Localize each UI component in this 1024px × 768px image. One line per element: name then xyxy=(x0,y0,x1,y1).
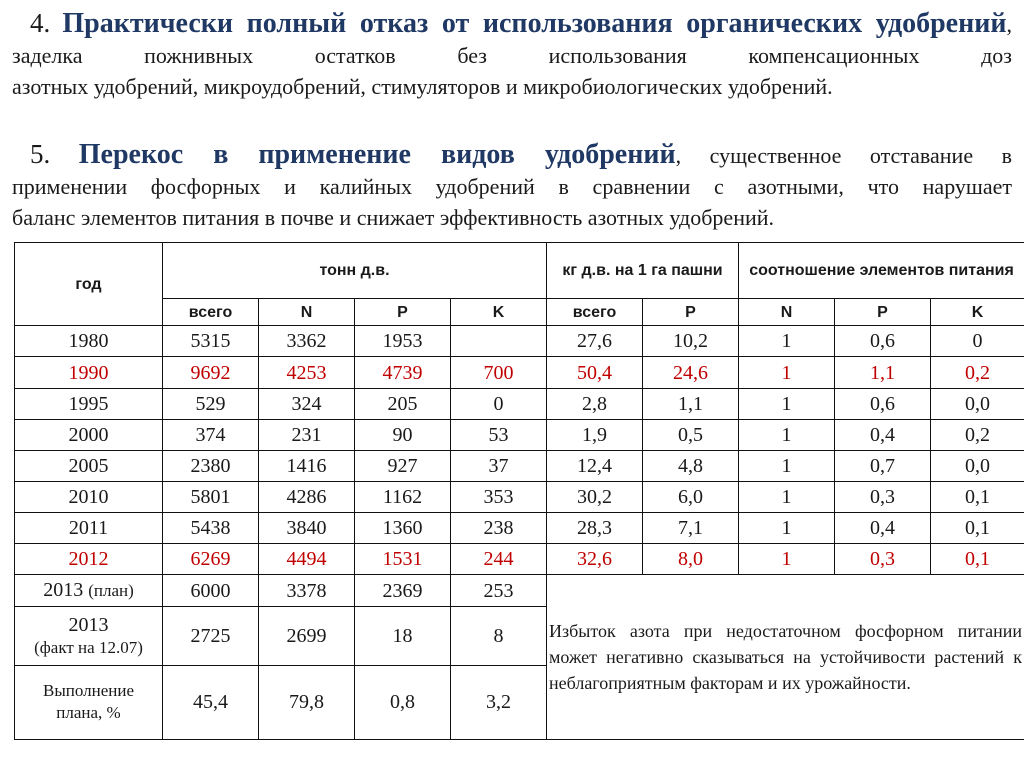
cell-tonnes-total: 5315 xyxy=(163,326,259,357)
row-year: 2000 xyxy=(15,419,163,450)
subheader-tonnes-total: всего xyxy=(163,299,259,326)
point-5-number: 5. xyxy=(30,139,51,169)
header-kg-per-ha: кг д.в. на 1 га пашни xyxy=(547,243,739,299)
cell-tonnes-p: 90 xyxy=(355,419,451,450)
table-row xyxy=(15,388,1024,419)
plan-cell: 3378 xyxy=(259,575,355,607)
point-5-line-2: применении фосфорных и калийных удобрений в сравнении с азотными, что нарушает xyxy=(12,174,1012,199)
point-4 xyxy=(12,8,1012,102)
fact-row-year-value: 2013 xyxy=(68,613,109,636)
subheader-ratio-n: N xyxy=(739,299,835,326)
cell-tonnes-k: 353 xyxy=(451,481,547,512)
cell-tonnes-k: 700 xyxy=(451,357,547,388)
cell-tonnes-p: 1531 xyxy=(355,544,451,575)
point-4-number: 4. xyxy=(30,8,51,38)
subheader-kg-p: P xyxy=(643,299,739,326)
cell-tonnes-n: 3362 xyxy=(259,326,355,357)
point-4-line-1 xyxy=(12,8,1012,71)
cell-tonnes-n: 324 xyxy=(259,388,355,419)
exec-row-label-1: Выполнение xyxy=(42,681,134,701)
cell-ratio-k: 0,0 xyxy=(931,450,1024,481)
cell-tonnes-k: 238 xyxy=(451,513,547,544)
row-year: 1980 xyxy=(15,326,163,357)
cell-kg-p: 4,8 xyxy=(643,450,739,481)
cell-ratio-n: 1 xyxy=(739,419,835,450)
fact-cell: 2699 xyxy=(259,607,355,665)
table-row xyxy=(15,326,1024,357)
cell-ratio-n: 1 xyxy=(739,357,835,388)
cell-tonnes-n: 4494 xyxy=(259,544,355,575)
point-5-lead: Перекос в применение видов удобрений xyxy=(78,139,676,170)
cell-ratio-p: 0,7 xyxy=(835,450,931,481)
table-body xyxy=(15,326,1024,575)
cell-tonnes-total: 6269 xyxy=(163,544,259,575)
cell-ratio-k: 0,2 xyxy=(931,419,1024,450)
cell-tonnes-n: 3840 xyxy=(259,513,355,544)
cell-kg-p: 0,5 xyxy=(643,419,739,450)
fact-row-year xyxy=(15,607,163,665)
point-5-line-1 xyxy=(12,139,1012,171)
cell-tonnes-k xyxy=(451,326,547,357)
cell-ratio-k: 0,0 xyxy=(931,388,1024,419)
cell-tonnes-k: 53 xyxy=(451,419,547,450)
cell-kg-p: 24,6 xyxy=(643,357,739,388)
cell-tonnes-n: 231 xyxy=(259,419,355,450)
subheader-ratio-k: K xyxy=(931,299,1024,326)
table-row xyxy=(15,513,1024,544)
fact-row-year-note: (факт на 12.07) xyxy=(34,637,143,657)
cell-ratio-p: 0,3 xyxy=(835,544,931,575)
cell-ratio-n: 1 xyxy=(739,326,835,357)
exec-cell: 79,8 xyxy=(259,665,355,739)
cell-ratio-n: 1 xyxy=(739,513,835,544)
cell-kg-total: 30,2 xyxy=(547,481,643,512)
table-row xyxy=(15,450,1024,481)
cell-kg-total: 28,3 xyxy=(547,513,643,544)
plan-row-year-value: 2013 xyxy=(43,579,84,602)
cell-tonnes-total: 5438 xyxy=(163,513,259,544)
point-5 xyxy=(12,139,1012,233)
subheader-tonnes-k: K xyxy=(451,299,547,326)
point-5-text-1: , существенное отставание в xyxy=(675,143,1012,168)
header-ratio: соотношение элементов питания xyxy=(739,243,1024,299)
cell-kg-total: 27,6 xyxy=(547,326,643,357)
cell-ratio-p: 0,3 xyxy=(835,481,931,512)
row-year: 1990 xyxy=(15,357,163,388)
cell-tonnes-total: 529 xyxy=(163,388,259,419)
cell-ratio-p: 0,4 xyxy=(835,419,931,450)
fact-cell: 8 xyxy=(451,607,547,665)
table-row xyxy=(15,544,1024,575)
header-tonnes: тонн д.в. xyxy=(163,243,547,299)
cell-kg-total: 32,6 xyxy=(547,544,643,575)
cell-tonnes-n: 4286 xyxy=(259,481,355,512)
exec-cell: 45,4 xyxy=(163,665,259,739)
cell-kg-p: 7,1 xyxy=(643,513,739,544)
cell-ratio-p: 0,6 xyxy=(835,388,931,419)
row-year: 2012 xyxy=(15,544,163,575)
cell-ratio-k: 0,1 xyxy=(931,544,1024,575)
header-year: год xyxy=(15,243,163,326)
cell-kg-total: 1,9 xyxy=(547,419,643,450)
cell-tonnes-p: 1360 xyxy=(355,513,451,544)
cell-tonnes-p: 1953 xyxy=(355,326,451,357)
point-4-lead: Практически полный отказ от использования органических удобрений xyxy=(62,8,1007,39)
cell-ratio-n: 1 xyxy=(739,388,835,419)
cell-ratio-n: 1 xyxy=(739,450,835,481)
cell-ratio-k: 0 xyxy=(931,326,1024,357)
exec-row-label xyxy=(15,665,163,739)
cell-ratio-n: 1 xyxy=(739,544,835,575)
cell-kg-p: 10,2 xyxy=(643,326,739,357)
exec-cell: 3,2 xyxy=(451,665,547,739)
cell-tonnes-p: 4739 xyxy=(355,357,451,388)
cell-tonnes-p: 927 xyxy=(355,450,451,481)
cell-tonnes-p: 1162 xyxy=(355,481,451,512)
cell-kg-p: 8,0 xyxy=(643,544,739,575)
cell-tonnes-total: 5801 xyxy=(163,481,259,512)
subheader-kg-total: всего xyxy=(547,299,643,326)
cell-tonnes-total: 9692 xyxy=(163,357,259,388)
point-4-text-1: , заделка пожнивных остатков без использования компенсационных доз xyxy=(12,12,1013,68)
row-year: 1995 xyxy=(15,388,163,419)
row-year: 2005 xyxy=(15,450,163,481)
exec-row-label-2: плана, % xyxy=(56,703,121,723)
cell-ratio-k: 0,1 xyxy=(931,481,1024,512)
subheader-tonnes-p: P xyxy=(355,299,451,326)
cell-tonnes-p: 205 xyxy=(355,388,451,419)
plan-cell: 2369 xyxy=(355,575,451,607)
cell-ratio-k: 0,2 xyxy=(931,357,1024,388)
cell-kg-total: 50,4 xyxy=(547,357,643,388)
plan-cell: 6000 xyxy=(163,575,259,607)
cell-tonnes-k: 37 xyxy=(451,450,547,481)
cell-tonnes-n: 1416 xyxy=(259,450,355,481)
plan-cell: 253 xyxy=(451,575,547,607)
cell-kg-p: 1,1 xyxy=(643,388,739,419)
cell-ratio-p: 0,4 xyxy=(835,513,931,544)
fact-cell: 2725 xyxy=(163,607,259,665)
cell-kg-p: 6,0 xyxy=(643,481,739,512)
subheader-ratio-p: P xyxy=(835,299,931,326)
exec-cell: 0,8 xyxy=(355,665,451,739)
plan-row-year-note: (план) xyxy=(88,581,134,601)
row-year: 2011 xyxy=(15,513,163,544)
point-4-line-2: азотных удобрений, микроудобрений, стимуляторов и микробиологических удобрений. xyxy=(12,74,833,99)
row-year: 2010 xyxy=(15,481,163,512)
plan-row-year xyxy=(15,575,163,607)
cell-ratio-p: 0,6 xyxy=(835,326,931,357)
cell-kg-total: 12,4 xyxy=(547,450,643,481)
subheader-tonnes-n: N xyxy=(259,299,355,326)
note-cell: Избыток азота при недостаточном фосфорном питании может негативно сказываться на устойчивости растений к неблагоприятным факторам и их урожайности. xyxy=(547,575,1024,740)
cell-tonnes-total: 2380 xyxy=(163,450,259,481)
point-5-line-3: баланс элементов питания в почве и снижает эффективность азотных удобрений. xyxy=(12,205,775,230)
cell-ratio-k: 0,1 xyxy=(931,513,1024,544)
fertilizer-table xyxy=(14,242,1024,740)
table-row xyxy=(15,357,1024,388)
cell-ratio-n: 1 xyxy=(739,481,835,512)
cell-tonnes-k: 244 xyxy=(451,544,547,575)
cell-tonnes-k: 0 xyxy=(451,388,547,419)
cell-kg-total: 2,8 xyxy=(547,388,643,419)
table-row xyxy=(15,481,1024,512)
fact-cell: 18 xyxy=(355,607,451,665)
cell-tonnes-n: 4253 xyxy=(259,357,355,388)
table-row xyxy=(15,419,1024,450)
cell-tonnes-total: 374 xyxy=(163,419,259,450)
cell-ratio-p: 1,1 xyxy=(835,357,931,388)
